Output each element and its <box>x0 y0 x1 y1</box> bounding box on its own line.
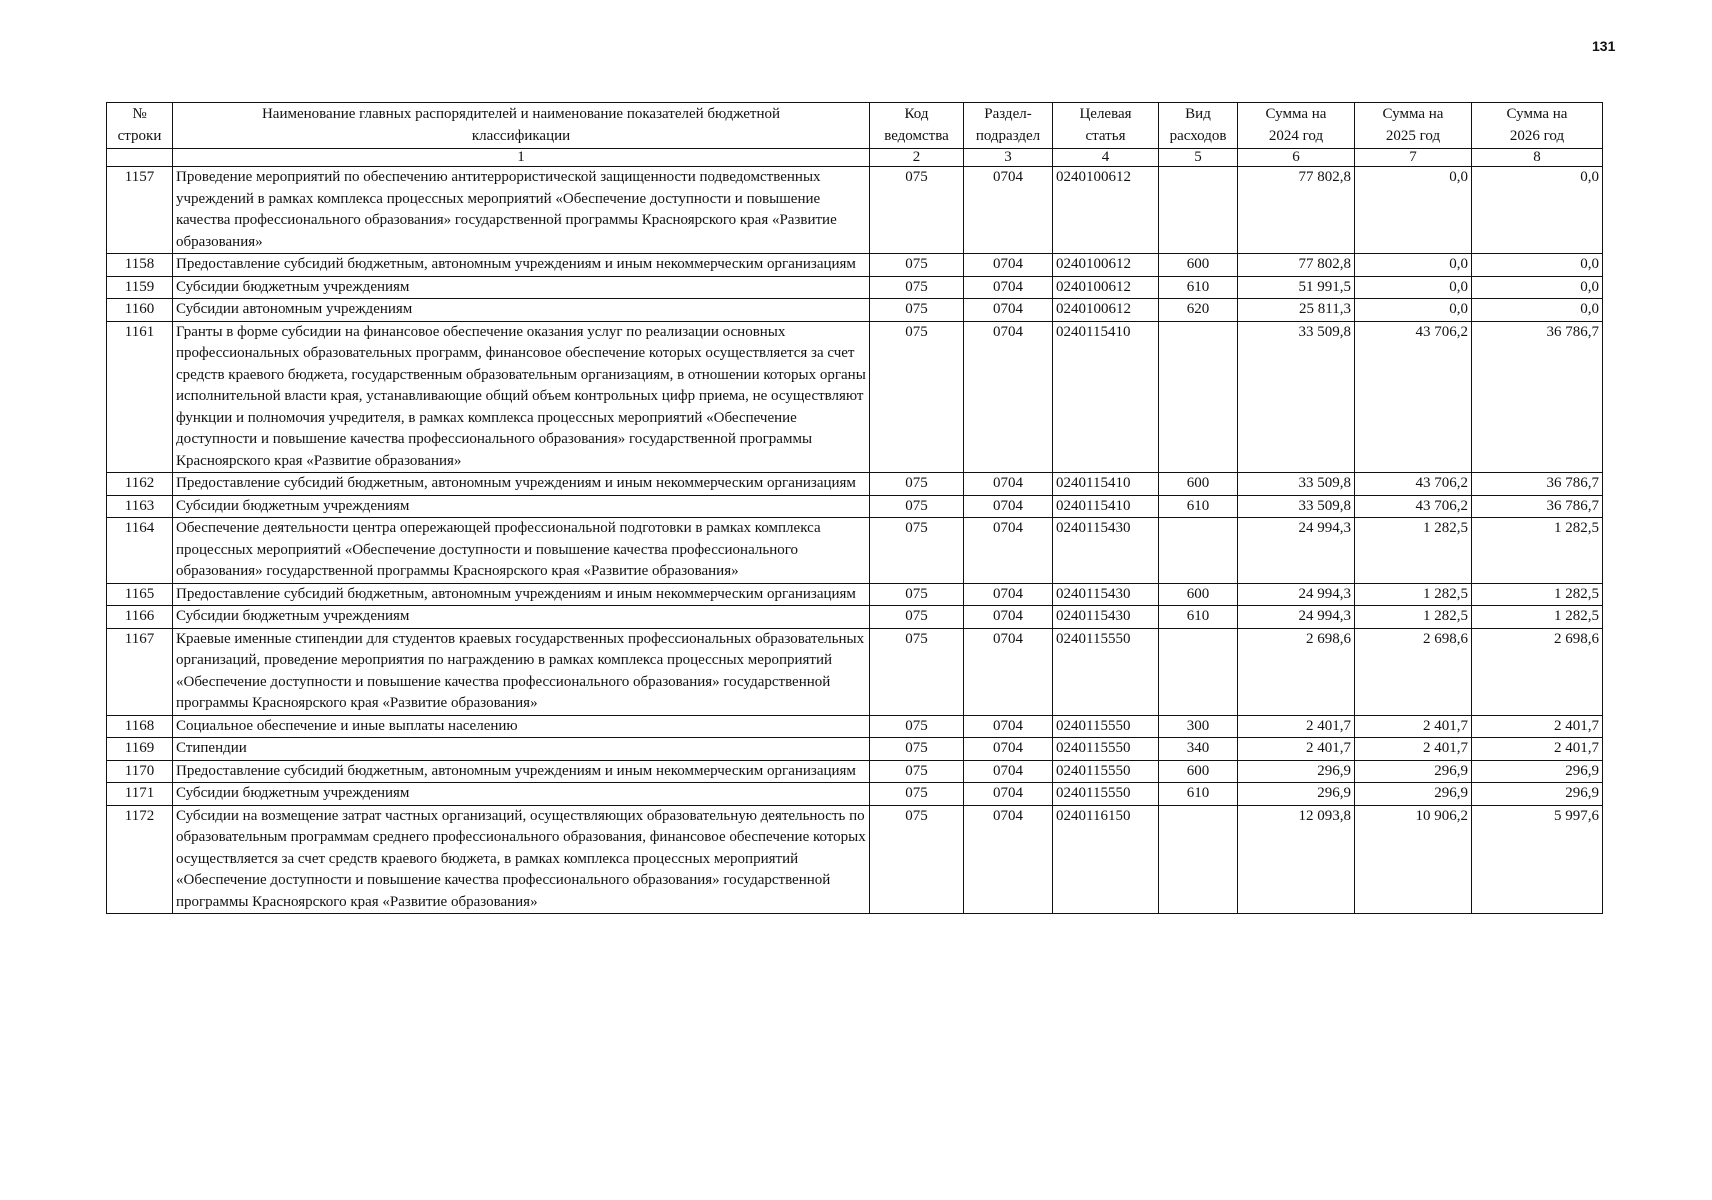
row-name: Обеспечение деятельности центра опережающей профессиональной подготовки в рамках комплекса процессных мероприятий «Обеспечение доступности и повышение качества профессионального образования» государственной программы Красноярского края «Развитие образования» <box>173 518 870 584</box>
column-index: 5 <box>1159 149 1238 167</box>
column-index: 3 <box>964 149 1053 167</box>
row-name: Субсидии на возмещение затрат частных организаций, осуществляющих образовательную деятельность по образовательным программам среднего профессионального образования, финансовое обеспечение которых осуществляется за счет средств краевого бюджета, в рамках комплекса процессных мероприятий «Обеспечение доступности и повышение качества профессионального образования» государственной программы Красноярского края «Развитие образования» <box>173 805 870 914</box>
sum-2024: 24 994,3 <box>1238 583 1355 606</box>
sum-2026: 2 401,7 <box>1472 715 1603 738</box>
section-code: 0704 <box>964 276 1053 299</box>
section-code: 0704 <box>964 606 1053 629</box>
row-number: 1166 <box>107 606 173 629</box>
sum-2025: 296,9 <box>1355 783 1472 806</box>
expense-type <box>1159 167 1238 254</box>
expense-type: 600 <box>1159 254 1238 277</box>
sum-2024: 33 509,8 <box>1238 321 1355 473</box>
sum-2026: 36 786,7 <box>1472 321 1603 473</box>
expense-type: 300 <box>1159 715 1238 738</box>
row-name: Социальное обеспечение и иные выплаты населению <box>173 715 870 738</box>
header-target: Целевая статья <box>1053 103 1159 149</box>
dept-code: 075 <box>870 606 964 629</box>
section-code: 0704 <box>964 715 1053 738</box>
header-name: Наименование главных распорядителей и наименование показателей бюджетной классификации <box>173 103 870 149</box>
sum-2026: 5 997,6 <box>1472 805 1603 914</box>
section-code: 0704 <box>964 805 1053 914</box>
sum-2026: 0,0 <box>1472 167 1603 254</box>
sum-2026: 0,0 <box>1472 254 1603 277</box>
row-name: Субсидии бюджетным учреждениям <box>173 783 870 806</box>
section-code: 0704 <box>964 254 1053 277</box>
sum-2025: 43 706,2 <box>1355 495 1472 518</box>
expense-type: 610 <box>1159 495 1238 518</box>
table-row <box>107 276 1603 299</box>
sum-2024: 296,9 <box>1238 760 1355 783</box>
table-row <box>107 606 1603 629</box>
target-article: 0240115550 <box>1053 783 1159 806</box>
dept-code: 075 <box>870 299 964 322</box>
sum-2025: 296,9 <box>1355 760 1472 783</box>
table-row <box>107 299 1603 322</box>
target-article: 0240100612 <box>1053 276 1159 299</box>
header-row <box>107 103 1603 149</box>
table-row <box>107 715 1603 738</box>
expense-type: 610 <box>1159 606 1238 629</box>
table-header <box>107 103 1603 167</box>
header-row-no: № строки <box>107 103 173 149</box>
expense-type: 620 <box>1159 299 1238 322</box>
sum-2024: 77 802,8 <box>1238 254 1355 277</box>
row-number: 1164 <box>107 518 173 584</box>
row-number: 1158 <box>107 254 173 277</box>
sum-2026: 36 786,7 <box>1472 495 1603 518</box>
row-name: Гранты в форме субсидии на финансовое обеспечение оказания услуг по реализации основных профессиональных образовательных программ, финансовое обеспечение которых осуществляется за счет средств краевого бюджета, государственным образовательным организациям, в отношении которых органы исполнительной власти края, устанавливающие общий объем контрольных цифр приема, не осуществляют функции и полномочия учредителя, в рамках комплекса процессных мероприятий «Обеспечение доступности и повышение качества профессионального образования» государственной программы Красноярского края «Развитие образования» <box>173 321 870 473</box>
target-article: 0240115430 <box>1053 518 1159 584</box>
row-name: Стипендии <box>173 738 870 761</box>
header-expense-type: Вид расходов <box>1159 103 1238 149</box>
column-index <box>107 149 173 167</box>
sum-2025: 2 401,7 <box>1355 738 1472 761</box>
column-index: 2 <box>870 149 964 167</box>
table-row <box>107 321 1603 473</box>
section-code: 0704 <box>964 583 1053 606</box>
sum-2025: 43 706,2 <box>1355 473 1472 496</box>
column-index: 1 <box>173 149 870 167</box>
sum-2025: 2 401,7 <box>1355 715 1472 738</box>
table-row <box>107 738 1603 761</box>
section-code: 0704 <box>964 518 1053 584</box>
sum-2024: 296,9 <box>1238 783 1355 806</box>
target-article: 0240115430 <box>1053 606 1159 629</box>
header-section: Раздел- подраздел <box>964 103 1053 149</box>
dept-code: 075 <box>870 518 964 584</box>
column-index: 7 <box>1355 149 1472 167</box>
row-name: Субсидии бюджетным учреждениям <box>173 276 870 299</box>
expense-type: 600 <box>1159 760 1238 783</box>
sum-2024: 25 811,3 <box>1238 299 1355 322</box>
target-article: 0240115410 <box>1053 321 1159 473</box>
row-number: 1157 <box>107 167 173 254</box>
sum-2025: 0,0 <box>1355 299 1472 322</box>
expense-type: 340 <box>1159 738 1238 761</box>
dept-code: 075 <box>870 495 964 518</box>
dept-code: 075 <box>870 715 964 738</box>
row-name: Предоставление субсидий бюджетным, автономным учреждениям и иным некоммерческим организациям <box>173 583 870 606</box>
dept-code: 075 <box>870 473 964 496</box>
row-name: Предоставление субсидий бюджетным, автономным учреждениям и иным некоммерческим организациям <box>173 473 870 496</box>
table-row <box>107 783 1603 806</box>
section-code: 0704 <box>964 321 1053 473</box>
row-number: 1168 <box>107 715 173 738</box>
target-article: 0240115550 <box>1053 628 1159 715</box>
target-article: 0240100612 <box>1053 254 1159 277</box>
row-name: Проведение мероприятий по обеспечению антитеррористической защищенности подведомственных учреждений в рамках комплекса процессных мероприятий «Обеспечение доступности и повышение качества профессионального образования» государственной программы Красноярского края «Развитие образования» <box>173 167 870 254</box>
sum-2024: 24 994,3 <box>1238 606 1355 629</box>
row-number: 1161 <box>107 321 173 473</box>
sum-2026: 0,0 <box>1472 299 1603 322</box>
row-number: 1167 <box>107 628 173 715</box>
dept-code: 075 <box>870 583 964 606</box>
sum-2024: 51 991,5 <box>1238 276 1355 299</box>
sum-2026: 1 282,5 <box>1472 583 1603 606</box>
sum-2026: 1 282,5 <box>1472 606 1603 629</box>
row-name: Краевые именные стипендии для студентов краевых государственных профессиональных образовательных организаций, проведение мероприятия по награждению в рамках комплекса процессных мероприятий «Обеспечение доступности и повышение качества профессионального образования» государственной программы Красноярского края «Развитие образования» <box>173 628 870 715</box>
section-code: 0704 <box>964 783 1053 806</box>
expense-type: 600 <box>1159 473 1238 496</box>
target-article: 0240115550 <box>1053 760 1159 783</box>
table-body <box>107 167 1603 914</box>
row-name: Предоставление субсидий бюджетным, автономным учреждениям и иным некоммерческим организациям <box>173 254 870 277</box>
table-row <box>107 583 1603 606</box>
sum-2025: 1 282,5 <box>1355 583 1472 606</box>
sum-2025: 10 906,2 <box>1355 805 1472 914</box>
sum-2024: 2 401,7 <box>1238 715 1355 738</box>
target-article: 0240115410 <box>1053 473 1159 496</box>
target-article: 0240100612 <box>1053 299 1159 322</box>
sum-2024: 77 802,8 <box>1238 167 1355 254</box>
sum-2026: 296,9 <box>1472 760 1603 783</box>
sum-2024: 2 401,7 <box>1238 738 1355 761</box>
sum-2026: 296,9 <box>1472 783 1603 806</box>
table-row <box>107 805 1603 914</box>
header-sum-2024: Сумма на 2024 год <box>1238 103 1355 149</box>
section-code: 0704 <box>964 473 1053 496</box>
row-number: 1170 <box>107 760 173 783</box>
dept-code: 075 <box>870 167 964 254</box>
sum-2024: 2 698,6 <box>1238 628 1355 715</box>
target-article: 0240116150 <box>1053 805 1159 914</box>
expense-type <box>1159 628 1238 715</box>
target-article: 0240115410 <box>1053 495 1159 518</box>
budget-table <box>106 102 1603 914</box>
sum-2024: 12 093,8 <box>1238 805 1355 914</box>
row-number: 1162 <box>107 473 173 496</box>
table-row <box>107 518 1603 584</box>
sum-2024: 33 509,8 <box>1238 495 1355 518</box>
table-row <box>107 473 1603 496</box>
row-number: 1172 <box>107 805 173 914</box>
expense-type: 610 <box>1159 783 1238 806</box>
dept-code: 075 <box>870 760 964 783</box>
table-row <box>107 628 1603 715</box>
page-number: 131 <box>1592 38 1616 54</box>
target-article: 0240115430 <box>1053 583 1159 606</box>
column-index: 4 <box>1053 149 1159 167</box>
section-code: 0704 <box>964 628 1053 715</box>
column-index-row <box>107 149 1603 167</box>
dept-code: 075 <box>870 321 964 473</box>
dept-code: 075 <box>870 805 964 914</box>
row-number: 1159 <box>107 276 173 299</box>
target-article: 0240115550 <box>1053 738 1159 761</box>
sum-2026: 0,0 <box>1472 276 1603 299</box>
header-dept-code: Код ведомства <box>870 103 964 149</box>
row-name: Субсидии бюджетным учреждениям <box>173 606 870 629</box>
expense-type: 600 <box>1159 583 1238 606</box>
sum-2025: 1 282,5 <box>1355 518 1472 584</box>
table-row <box>107 495 1603 518</box>
dept-code: 075 <box>870 276 964 299</box>
sum-2025: 1 282,5 <box>1355 606 1472 629</box>
target-article: 0240100612 <box>1053 167 1159 254</box>
row-name: Субсидии автономным учреждениям <box>173 299 870 322</box>
section-code: 0704 <box>964 167 1053 254</box>
row-number: 1169 <box>107 738 173 761</box>
sum-2026: 2 401,7 <box>1472 738 1603 761</box>
expense-type: 610 <box>1159 276 1238 299</box>
dept-code: 075 <box>870 628 964 715</box>
dept-code: 075 <box>870 738 964 761</box>
section-code: 0704 <box>964 495 1053 518</box>
target-article: 0240115550 <box>1053 715 1159 738</box>
sum-2025: 43 706,2 <box>1355 321 1472 473</box>
table-row <box>107 167 1603 254</box>
sum-2026: 2 698,6 <box>1472 628 1603 715</box>
column-index: 8 <box>1472 149 1603 167</box>
row-name: Субсидии бюджетным учреждениям <box>173 495 870 518</box>
dept-code: 075 <box>870 254 964 277</box>
sum-2024: 33 509,8 <box>1238 473 1355 496</box>
sum-2025: 0,0 <box>1355 167 1472 254</box>
section-code: 0704 <box>964 760 1053 783</box>
column-index: 6 <box>1238 149 1355 167</box>
row-number: 1160 <box>107 299 173 322</box>
sum-2025: 2 698,6 <box>1355 628 1472 715</box>
sum-2024: 24 994,3 <box>1238 518 1355 584</box>
row-name: Предоставление субсидий бюджетным, автономным учреждениям и иным некоммерческим организациям <box>173 760 870 783</box>
expense-type <box>1159 805 1238 914</box>
expense-type <box>1159 518 1238 584</box>
table-row <box>107 254 1603 277</box>
sum-2025: 0,0 <box>1355 254 1472 277</box>
row-number: 1163 <box>107 495 173 518</box>
row-number: 1171 <box>107 783 173 806</box>
row-number: 1165 <box>107 583 173 606</box>
table-row <box>107 760 1603 783</box>
header-sum-2025: Сумма на 2025 год <box>1355 103 1472 149</box>
expense-type <box>1159 321 1238 473</box>
section-code: 0704 <box>964 738 1053 761</box>
section-code: 0704 <box>964 299 1053 322</box>
sum-2026: 36 786,7 <box>1472 473 1603 496</box>
sum-2026: 1 282,5 <box>1472 518 1603 584</box>
header-sum-2026: Сумма на 2026 год <box>1472 103 1603 149</box>
sum-2025: 0,0 <box>1355 276 1472 299</box>
dept-code: 075 <box>870 783 964 806</box>
